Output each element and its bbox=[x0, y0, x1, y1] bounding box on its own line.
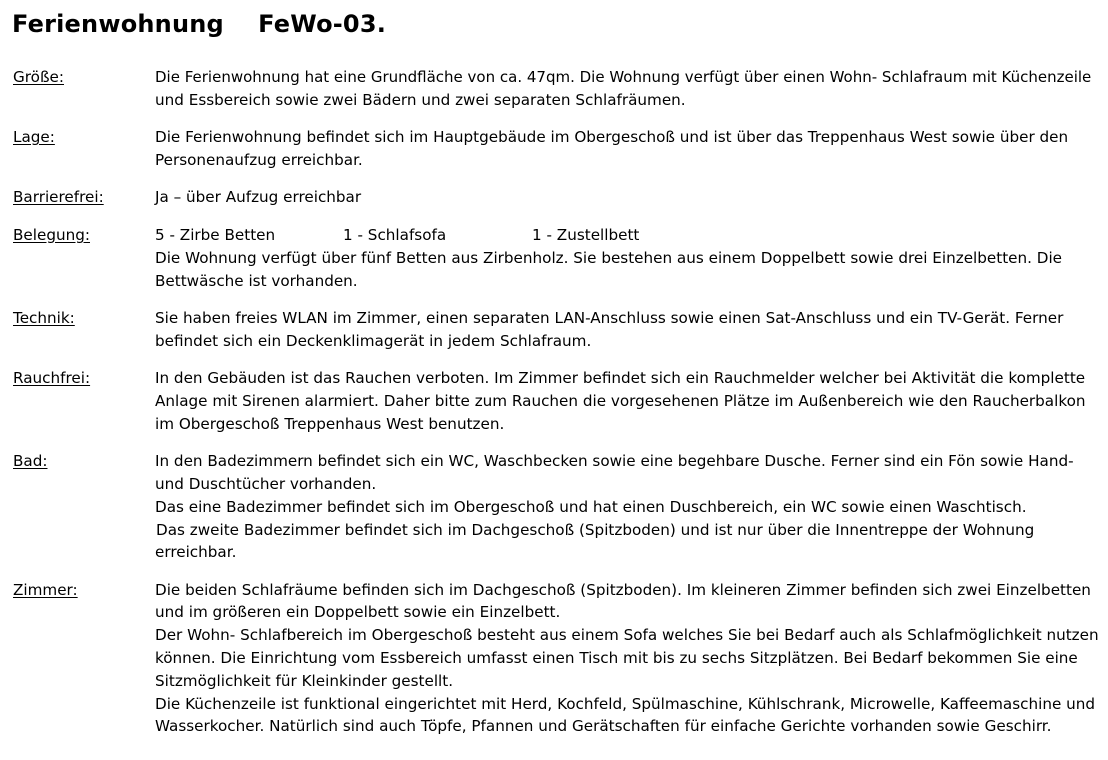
section-line: im Obergeschoß Treppenhaus West benutzen. bbox=[155, 415, 505, 433]
title-code: FeWo-03. bbox=[258, 10, 387, 38]
section-line: können. Die Einrichtung vom Essbereich umfasst einen Tisch mit bis zu sechs Sitzplätzen. Bei Bedarf bekommen Sie eine bbox=[155, 649, 1078, 667]
section-line: Das eine Badezimmer befindet sich im Obergeschoß und hat einen Duschbereich, ein WC sowie einen Waschtisch. bbox=[155, 498, 1027, 516]
title-name: Ferienwohnung bbox=[12, 10, 224, 38]
section-label-belegung: Belegung: bbox=[13, 226, 90, 244]
section-line: In den Badezimmern befindet sich ein WC, Waschbecken sowie eine begehbare Dusche. Ferner sind ein Fön sowie Hand- bbox=[155, 452, 1074, 470]
section-label-technik: Technik: bbox=[13, 309, 75, 327]
section-label-bad: Bad: bbox=[13, 452, 48, 470]
section-label-groesse: Größe: bbox=[13, 68, 64, 86]
occupancy-item: 1 - Schlafsofa bbox=[343, 226, 447, 244]
section-label-zimmer: Zimmer: bbox=[13, 581, 78, 599]
section-label-rauchfrei: Rauchfrei: bbox=[13, 369, 91, 387]
section-line: Sie haben freies WLAN im Zimmer, einen separaten LAN-Anschluss sowie einen Sat-Anschluss und ein TV-Gerät. Ferner bbox=[155, 309, 1064, 327]
section-line: Die Wohnung verfügt über fünf Betten aus Zirbenholz. Sie bestehen aus einem Doppelbett sowie drei Einzelbetten. Die bbox=[155, 249, 1063, 267]
section-line: Sitzmöglichkeit für Kleinkinder gestellt. bbox=[155, 672, 454, 690]
section-line: Die Küchenzeile ist funktional eingerichtet mit Herd, Kochfeld, Spülmaschine, Kühlschrank, Microwelle, Kaffeemaschine und bbox=[155, 695, 1096, 713]
section-line: erreichbar. bbox=[155, 543, 237, 561]
page-title bbox=[12, 10, 386, 38]
section-line: Das zweite Badezimmer befindet sich im Dachgeschoß (Spitzboden) und ist nur über die Innentreppe der Wohnung bbox=[156, 521, 1035, 539]
section-line: und Duschtücher vorhanden. bbox=[155, 475, 377, 493]
section-line: Die beiden Schlafräume befinden sich im Dachgeschoß (Spitzboden). Im kleineren Zimmer befinden sich zwei Einzelbetten bbox=[155, 581, 1091, 599]
occupancy-item: 5 - Zirbe Betten bbox=[155, 226, 276, 244]
section-line: Die Ferienwohnung befindet sich im Hauptgebäude im Obergeschoß und ist über das Treppenhaus West sowie über den bbox=[155, 128, 1069, 146]
section-line: Wasserkocher. Natürlich sind auch Töpfe, Pfannen und Gerätschaften für einfache Gerichte vorhanden sowie Geschirr. bbox=[155, 717, 1052, 735]
section-line: befindet sich ein Deckenklimagerät in jedem Schlafraum. bbox=[155, 332, 592, 350]
section-line: Ja – über Aufzug erreichbar bbox=[155, 188, 362, 206]
section-line: Anlage mit Sirenen alarmiert. Daher bitte zum Rauchen die vorgesehenen Plätze im Außenbereich wie den Raucherbalkon bbox=[155, 392, 1086, 410]
section-line: Der Wohn- Schlafbereich im Obergeschoß besteht aus einem Sofa welches Sie bei Bedarf auch als Schlafmöglichkeit nutzen bbox=[155, 626, 1099, 644]
section-line: In den Gebäuden ist das Rauchen verboten. Im Zimmer befindet sich ein Rauchmelder welcher bei Aktivität die komplette bbox=[155, 369, 1086, 387]
section-line: und Essbereich sowie zwei Bädern und zwei separaten Schlafräumen. bbox=[155, 91, 686, 109]
occupancy-item: 1 - Zustellbett bbox=[532, 226, 640, 244]
section-line: Bettwäsche ist vorhanden. bbox=[155, 272, 358, 290]
section-line: Die Ferienwohnung hat eine Grundfläche von ca. 47qm. Die Wohnung verfügt über einen Wohn- Schlafraum mit Küchenzeile bbox=[155, 68, 1092, 86]
section-label-lage: Lage: bbox=[13, 128, 55, 146]
section-line: und im größeren ein Doppelbett sowie ein Einzelbett. bbox=[155, 603, 561, 621]
section-line: Personenaufzug erreichbar. bbox=[155, 151, 363, 169]
section-label-barrierefrei: Barrierefrei: bbox=[13, 188, 104, 206]
